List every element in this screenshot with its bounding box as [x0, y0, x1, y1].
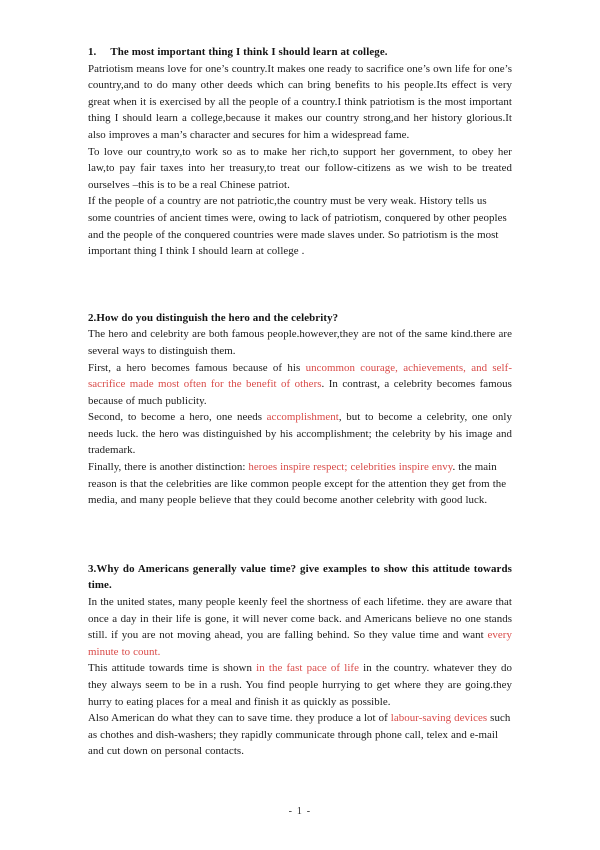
text-run: Also American do what they can to save time. they produce a lot of: [88, 712, 391, 725]
text-run: , but to become a celebrity, one only needs luck. the hero was distinguished by his accomplishment; the celebrity by his image and trademark.: [88, 411, 512, 457]
text-run: Finally, there is another distinction:: [88, 461, 249, 474]
page-number: - 1 -: [288, 806, 312, 817]
question-title-3: Why do Americans generally value time? give examples to show this attitude towards time.: [88, 562, 512, 592]
text-run: In the united states, many people keenly feel the shortness of each lifetime. they are aware that once a day in their life is gone, it will never come back. and Americans believe no one stands still. if you are not moving ahead, you are falling behind. So they value time and want: [88, 596, 512, 642]
question-heading-1: [88, 44, 512, 61]
paragraph: [88, 409, 512, 459]
paragraph: [88, 594, 512, 660]
text-run: . the main reason is that the celebrities are like common people except for the attention they get from the media, and many people believe that they could become another celebrity with good luck.: [88, 461, 507, 507]
document-body: [88, 44, 512, 760]
question-heading-2: [88, 310, 512, 327]
highlighted-phrase: labour-saving devices: [390, 712, 488, 725]
text-run: First, a hero becomes famous because of his: [88, 361, 306, 374]
paragraph: [88, 710, 512, 760]
paragraph: [88, 326, 512, 359]
text-run: If the people of a country are not patriotic,the country must be very weak. History tells us some countries of ancient times were, owing to lack of patriotism, conquered by other peoples and the people of the conquered countries were made slaves under. So patriotism is the most important thing I think I should learn at college .: [88, 195, 507, 258]
highlighted-phrase: in the fast pace of life: [256, 662, 359, 675]
highlighted-phrase: uncommon courage, achievements, and self-sacrifice made most often for the benefit of others: [88, 361, 513, 391]
question-number-2: 2.: [88, 311, 97, 324]
paragraph: [88, 144, 512, 194]
question-title-1: The most important thing I think I should learn at college.: [110, 46, 388, 58]
question-title-2: How do you distinguish the hero and the celebrity?: [96, 311, 339, 324]
question-heading-3: [88, 561, 512, 594]
section-spacer: [88, 260, 512, 310]
text-run: Patriotism means love for one’s country.It makes one ready to sacrifice one’s own life for one’s country,and to do many other deeds which can bring benefits to his people.Its effect is very great when it is exercised by all the people of a country.I think patriotism is the most important thing I should learn a college,because it makes our country strong,and her history glorious.It also improves a man’s character and secures for him a widespread fame.: [88, 62, 512, 141]
text-run: To love our country,to work so as to make her rich,to support her government, to obey her law,to pay fair taxes into her treasury,to treat our follow-citizens as we wish to be treated ourselves –this is to be a real Chinese patriot.: [88, 145, 512, 191]
highlighted-phrase: accomplishment: [266, 411, 339, 424]
text-run: such as chothes and dish-washers; they rapidly communicate through phone call, telex and e-mail and cut down on personal contacts.: [88, 712, 511, 758]
paragraph: [88, 660, 512, 710]
highlighted-phrase: heroes inspire respect; celebrities inspire envy: [248, 461, 453, 474]
question-block-2: [88, 310, 512, 509]
paragraph: [88, 61, 512, 144]
text-run: This attitude towards time is shown: [88, 662, 257, 675]
question-number-1: 1.: [88, 46, 97, 58]
paragraph: [88, 360, 512, 410]
highlighted-phrase: every minute to count.: [88, 629, 512, 658]
text-run: . In contrast, a celebrity becomes famous because of much publicity.: [88, 378, 512, 407]
question-block-3: [88, 561, 512, 760]
text-run: The hero and celebrity are both famous people.however,they are not of the same kind.there are several ways to distinguish them.: [88, 328, 512, 357]
text-run: Second, to become a hero, one needs: [88, 411, 267, 424]
section-spacer: [88, 509, 512, 561]
question-block-1: [88, 44, 512, 260]
question-number-3: 3.: [88, 562, 97, 575]
paragraph: [88, 459, 512, 509]
text-run: in the country. whatever they do they always seem to be in a rush. You find people hurrying to get where they are going.they hurry to eating places for a meal and finish it as quickly as possible.: [88, 662, 512, 708]
paragraph: [88, 193, 512, 259]
